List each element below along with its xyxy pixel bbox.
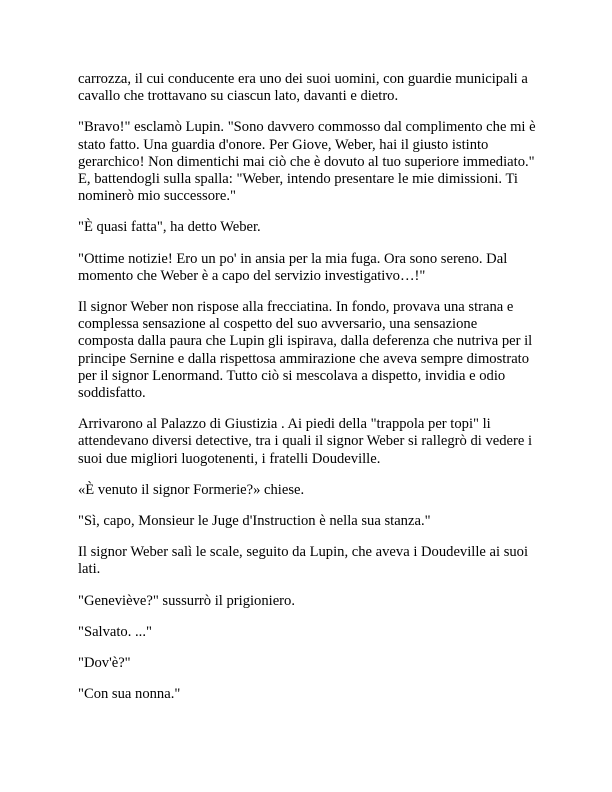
document-page (78, 71, 536, 717)
paragraph: "Con sua nonna." (78, 686, 181, 703)
paragraph: Il signor Weber salì le scale, seguito da Lupin, che aveva i Doudeville ai suoi lati. (78, 544, 529, 578)
paragraph: «È venuto il signor Formerie?» chiese. (78, 481, 305, 498)
paragraph: "Bravo!" esclamò Lupin. "Sono davvero commosso dal complimento che mi è stato fatto. Una guardia d'onore. Per Giove, Weber, hai il giusto istinto gerarchico! Non dimentichi mai ciò che è dovuto al tuo superiore immediato." E, battendogli sulla spalla: "Weber, intendo presentare le mie dimissioni. Ti nominerò mio successore." (78, 119, 536, 205)
paragraph: "Dov'è?" (78, 655, 131, 672)
paragraph: Il signor Weber non rispose alla frecciatina. In fondo, provava una strana e complessa sensazione al cospetto del suo avversario, una sensazione composta dalla paura che Lupin gli ispirava, dalla deferenza che nutriva per il principe Sernine e dalla rispettosa ammirazione che aveva sempre dimostrato per il signor Lenormand. Tutto ciò si mescolava a dispetto, invidia e odio soddisfatto. (78, 299, 533, 402)
paragraph: Arrivarono al Palazzo di Giustizia . Ai piedi della "trappola per topi" li attendevano diversi detective, tra i quali il signor Weber si rallegrò di vedere i suoi due migliori luogotenenti, i fratelli Doudeville. (78, 416, 533, 467)
paragraph: "Ottime notizie! Ero un po' in ansia per la mia fuga. Ora sono sereno. Dal momento che Weber è a capo del servizio investigativo…!" (78, 250, 508, 284)
paragraph: "Geneviève?" sussurrò il prigioniero. (78, 592, 295, 609)
paragraph: "Salvato. ..." (78, 623, 152, 640)
paragraph: "È quasi fatta", ha detto Weber. (78, 219, 261, 236)
paragraph: carrozza, il cui conducente era uno dei suoi uomini, con guardie municipali a cavallo che trottavano su ciascun lato, davanti e dietro. (78, 71, 528, 105)
paragraph: "Sì, capo, Monsieur le Juge d'Instruction è nella sua stanza." (78, 513, 431, 530)
